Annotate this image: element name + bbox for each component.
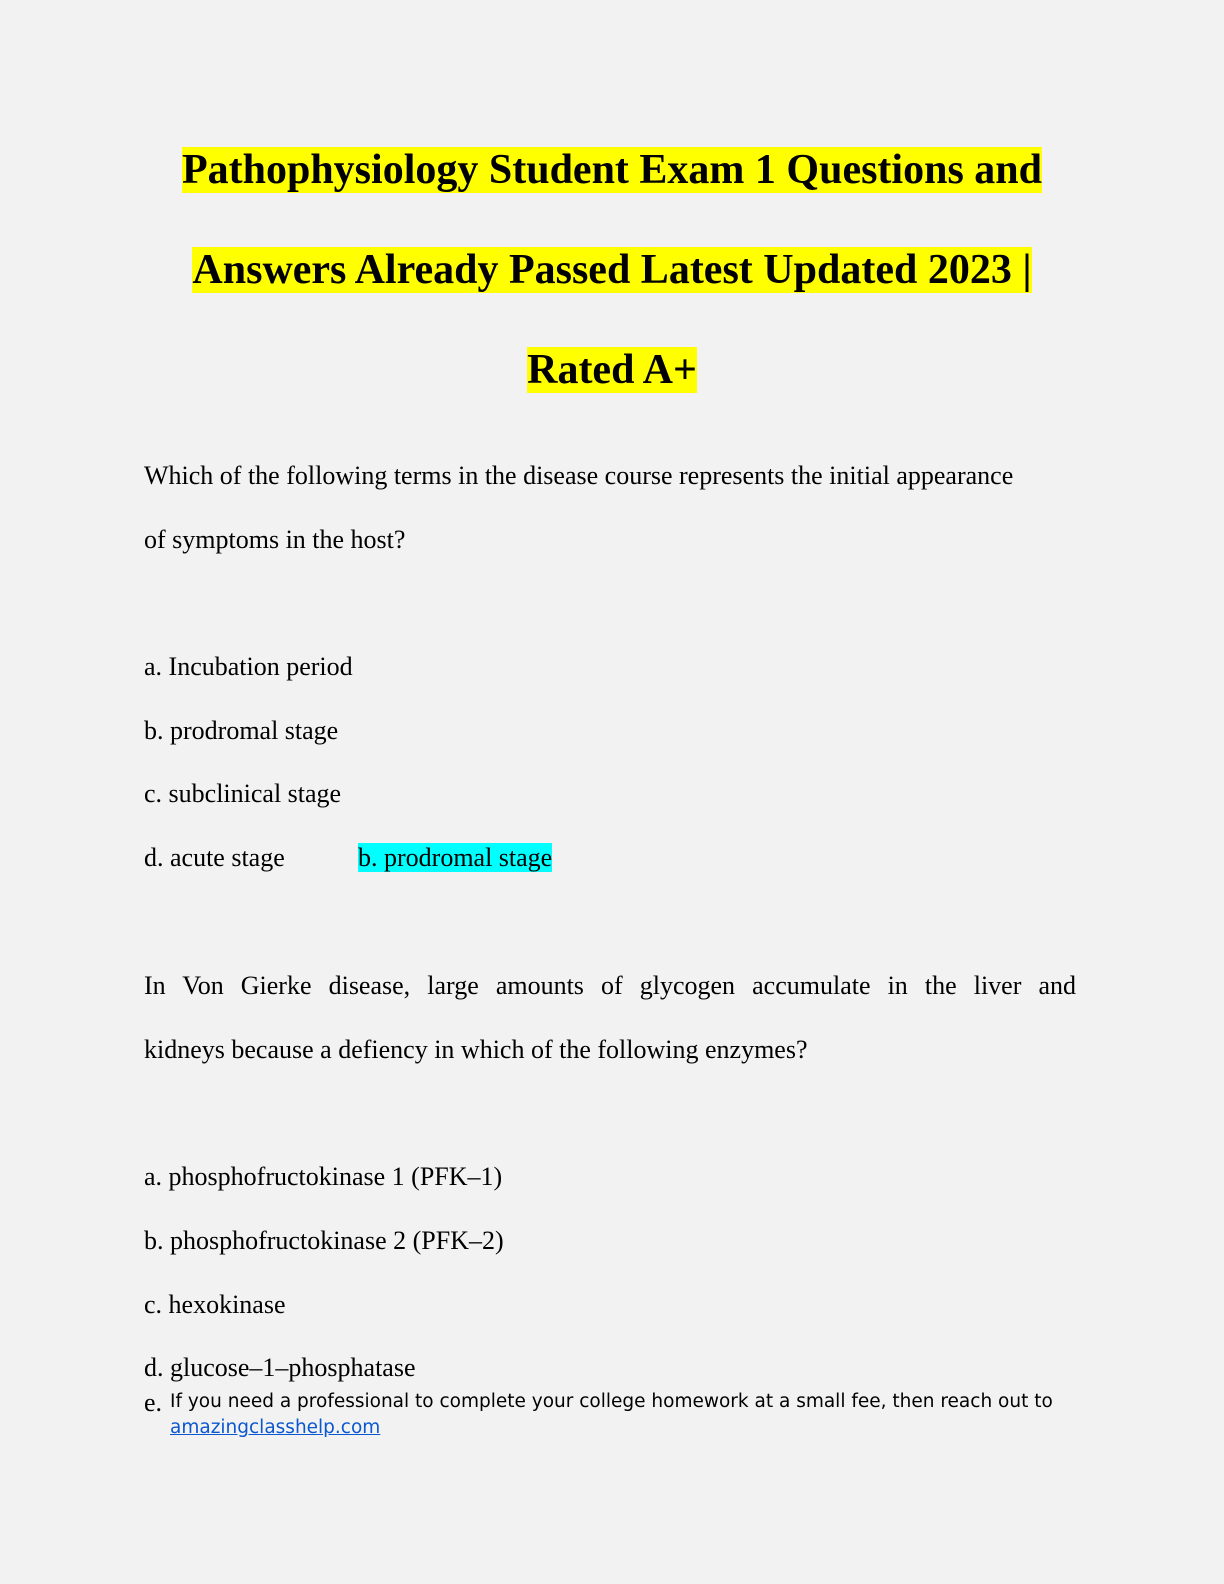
question2-option-c: c. hexokinase (144, 1290, 286, 1319)
title-line-1 (0, 145, 1224, 195)
question1-option-c: c. subclinical stage (144, 779, 342, 808)
question1-option-a: a. Incubation period (144, 652, 353, 681)
question1-option-d: d. acute stage (144, 843, 285, 872)
title-line-2 (0, 245, 1224, 295)
question2-option-d: d. glucose–1–phosphatase (144, 1353, 416, 1382)
promo-text: If you need a professional to complete your college homework at a small fee, then reach out to (170, 1391, 1053, 1412)
title-text-2: Answers Already Passed Latest Updated 2023 | (192, 247, 1032, 293)
question1-answer (358, 841, 552, 875)
question2-option-b: b. phosphofructokinase 2 (PFK–2) (144, 1226, 504, 1255)
question2-text-line2: kidneys because a defiency in which of the following enzymes? (144, 1035, 808, 1064)
title-text-1: Pathophysiology Student Exam 1 Questions and (181, 147, 1043, 193)
question1-text-line1: Which of the following terms in the disease course represents the initial appearance (144, 461, 1014, 490)
promo-link[interactable]: amazingclasshelp.com (170, 1417, 381, 1438)
promo-letter: e. (144, 1388, 163, 1417)
question2-option-a: a. phosphofructokinase 1 (PFK–1) (144, 1162, 503, 1191)
question2-text-line1: In Von Gierke disease, large amounts of glycogen accumulate in the liver and (144, 971, 1076, 1000)
question1-answer-text: b. prodromal stage (358, 843, 553, 872)
question1-text-line2: of symptoms in the host? (144, 525, 406, 554)
question1-option-b: b. prodromal stage (144, 716, 339, 745)
promo-link-line (170, 1415, 380, 1441)
title-line-3 (0, 345, 1224, 395)
title-text-3: Rated A+ (527, 347, 697, 393)
